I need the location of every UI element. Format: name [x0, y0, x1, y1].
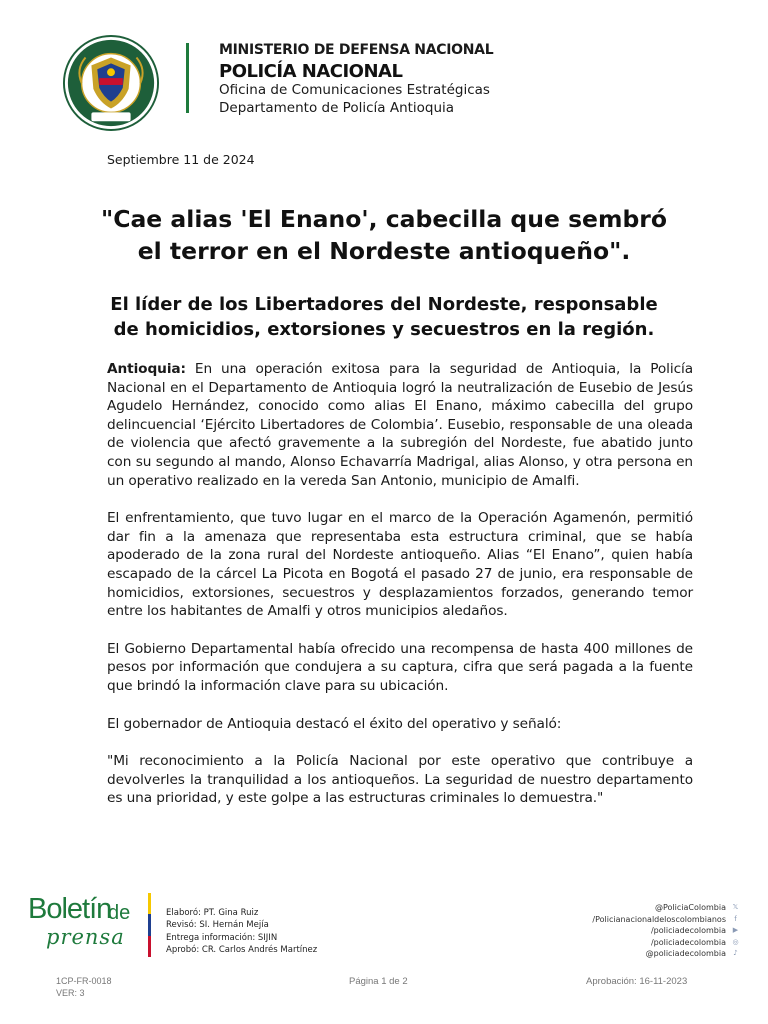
form-version: VER: 3 — [56, 987, 85, 998]
paragraph-3: El Gobierno Departamental había ofrecido una recompensa de hasta 400 millones de pesos por información que condujera a su captura, cifra que será pagada a la fuente que brindó la información clave para su ubicación. — [107, 640, 693, 694]
instagram-icon: ◎ — [732, 937, 739, 946]
paragraph-2: El enfrentamiento, que tuvo lugar en el marco de la Operación Agamenón, permitió dar fin a la amenaza que representaba esta estructura criminal, que se había apoderado de la zona rural del Nordeste antioqueño. Alias “El Enano”, quien había escapado de la cárcel La Picota en Bogotá el pasado 27 de junio, era responsable de homicidios, extorsiones, secuestros y desplazamientos forzados, generando temor entre los habitantes de Amalfi y otros municipios aledaños. — [107, 510, 693, 620]
office-name: Oficina de Comunicaciones Estratégicas — [219, 82, 490, 98]
colombia-flag-bar — [148, 893, 151, 957]
boletin-logo-prensa: prensa — [46, 925, 125, 949]
social-link-youtube[interactable]: /policiadecolombia ▶ — [650, 926, 739, 936]
x-icon: 𝕏 — [732, 903, 739, 911]
article-body — [107, 360, 693, 827]
credit-line: Elaboró: PT. Gina Ruiz — [166, 908, 259, 918]
headline: "Cae alias 'El Enano', cabecilla que sembró el terror en el Nordeste antioqueño". — [100, 205, 668, 265]
department-name: Departamento de Policía Antioquia — [219, 100, 455, 116]
ministry-name: MINISTERIO DE DEFENSA NACIONAL — [219, 42, 494, 58]
lead-location-label: Antioquia: — [107, 361, 186, 377]
paragraph-lead — [107, 360, 693, 490]
police-seal-icon — [62, 34, 160, 132]
paragraph-4: El gobernador de Antioquia destacó el éxito del operativo y señaló: — [107, 715, 562, 732]
credit-line: Aprobó: CR. Carlos Andrés Martínez — [166, 944, 318, 955]
document-code — [56, 976, 112, 999]
boletin-logo-de: de — [108, 902, 131, 924]
social-links — [592, 902, 740, 960]
governor-quote: "Mi reconocimiento a la Policía Nacional por este operativo que contribuye a devolverles la tranquilidad a los antioqueños. La seguridad de nuestro departamento es una prioridad, y este golpe a las estructuras criminales lo demuestra." — [107, 753, 693, 807]
tiktok-icon: ♪ — [733, 949, 738, 958]
release-date: Septiembre 11 de 2024 — [107, 152, 255, 167]
approval-date: Aprobación: 16-11-2023 — [586, 976, 688, 987]
header-divider — [186, 43, 189, 113]
credits — [166, 907, 317, 956]
social-link-x[interactable]: @PoliciaColombia 𝕏 — [655, 903, 739, 912]
boletin-logo-word: Boletín — [28, 893, 112, 925]
credit-line: Revisó: SI. Hernán Mejía — [166, 920, 269, 931]
credit-line: Entrega información: SIJIN — [166, 932, 278, 943]
social-link-tiktok[interactable]: @policiadecolombia ♪ — [592, 948, 740, 960]
page-number: Página 1 de 2 — [349, 976, 408, 987]
lead-text: En una operación exitosa para la seguridad de Antioquia, la Policía Nacional en el Departamento de Antioquia logró la neutralización de Eusebio de Jesús Agudelo Hernández, conocido como alias El Enano, máximo cabecilla del grupo delincuencial ‘Ejército Libertadores de Colombia’. Eusebio, responsable de una oleada de violencia que afectó gravemente a la subregión del Nordeste, fue abatido junto con su segundo al mando, Alonso Echavarría Madrigal, alias Alonso, y otra persona en un operativo realizado en la vereda San Antonio, municipio de Amalfi. — [107, 361, 693, 489]
facebook-icon: f — [734, 914, 737, 923]
form-code: 1CP-FR-0018 — [56, 976, 112, 986]
social-link-facebook[interactable]: /Policianacionaldeloscolombianos f — [592, 914, 740, 926]
subheadline: El líder de los Libertadores del Nordeste, responsable de homicidios, extorsiones y secuestros en la región. — [110, 294, 658, 340]
institution-name: POLICÍA NACIONAL — [219, 61, 403, 82]
youtube-icon: ▶ — [732, 926, 739, 935]
social-link-instagram[interactable]: /policiadecolombia ◎ — [650, 937, 739, 947]
